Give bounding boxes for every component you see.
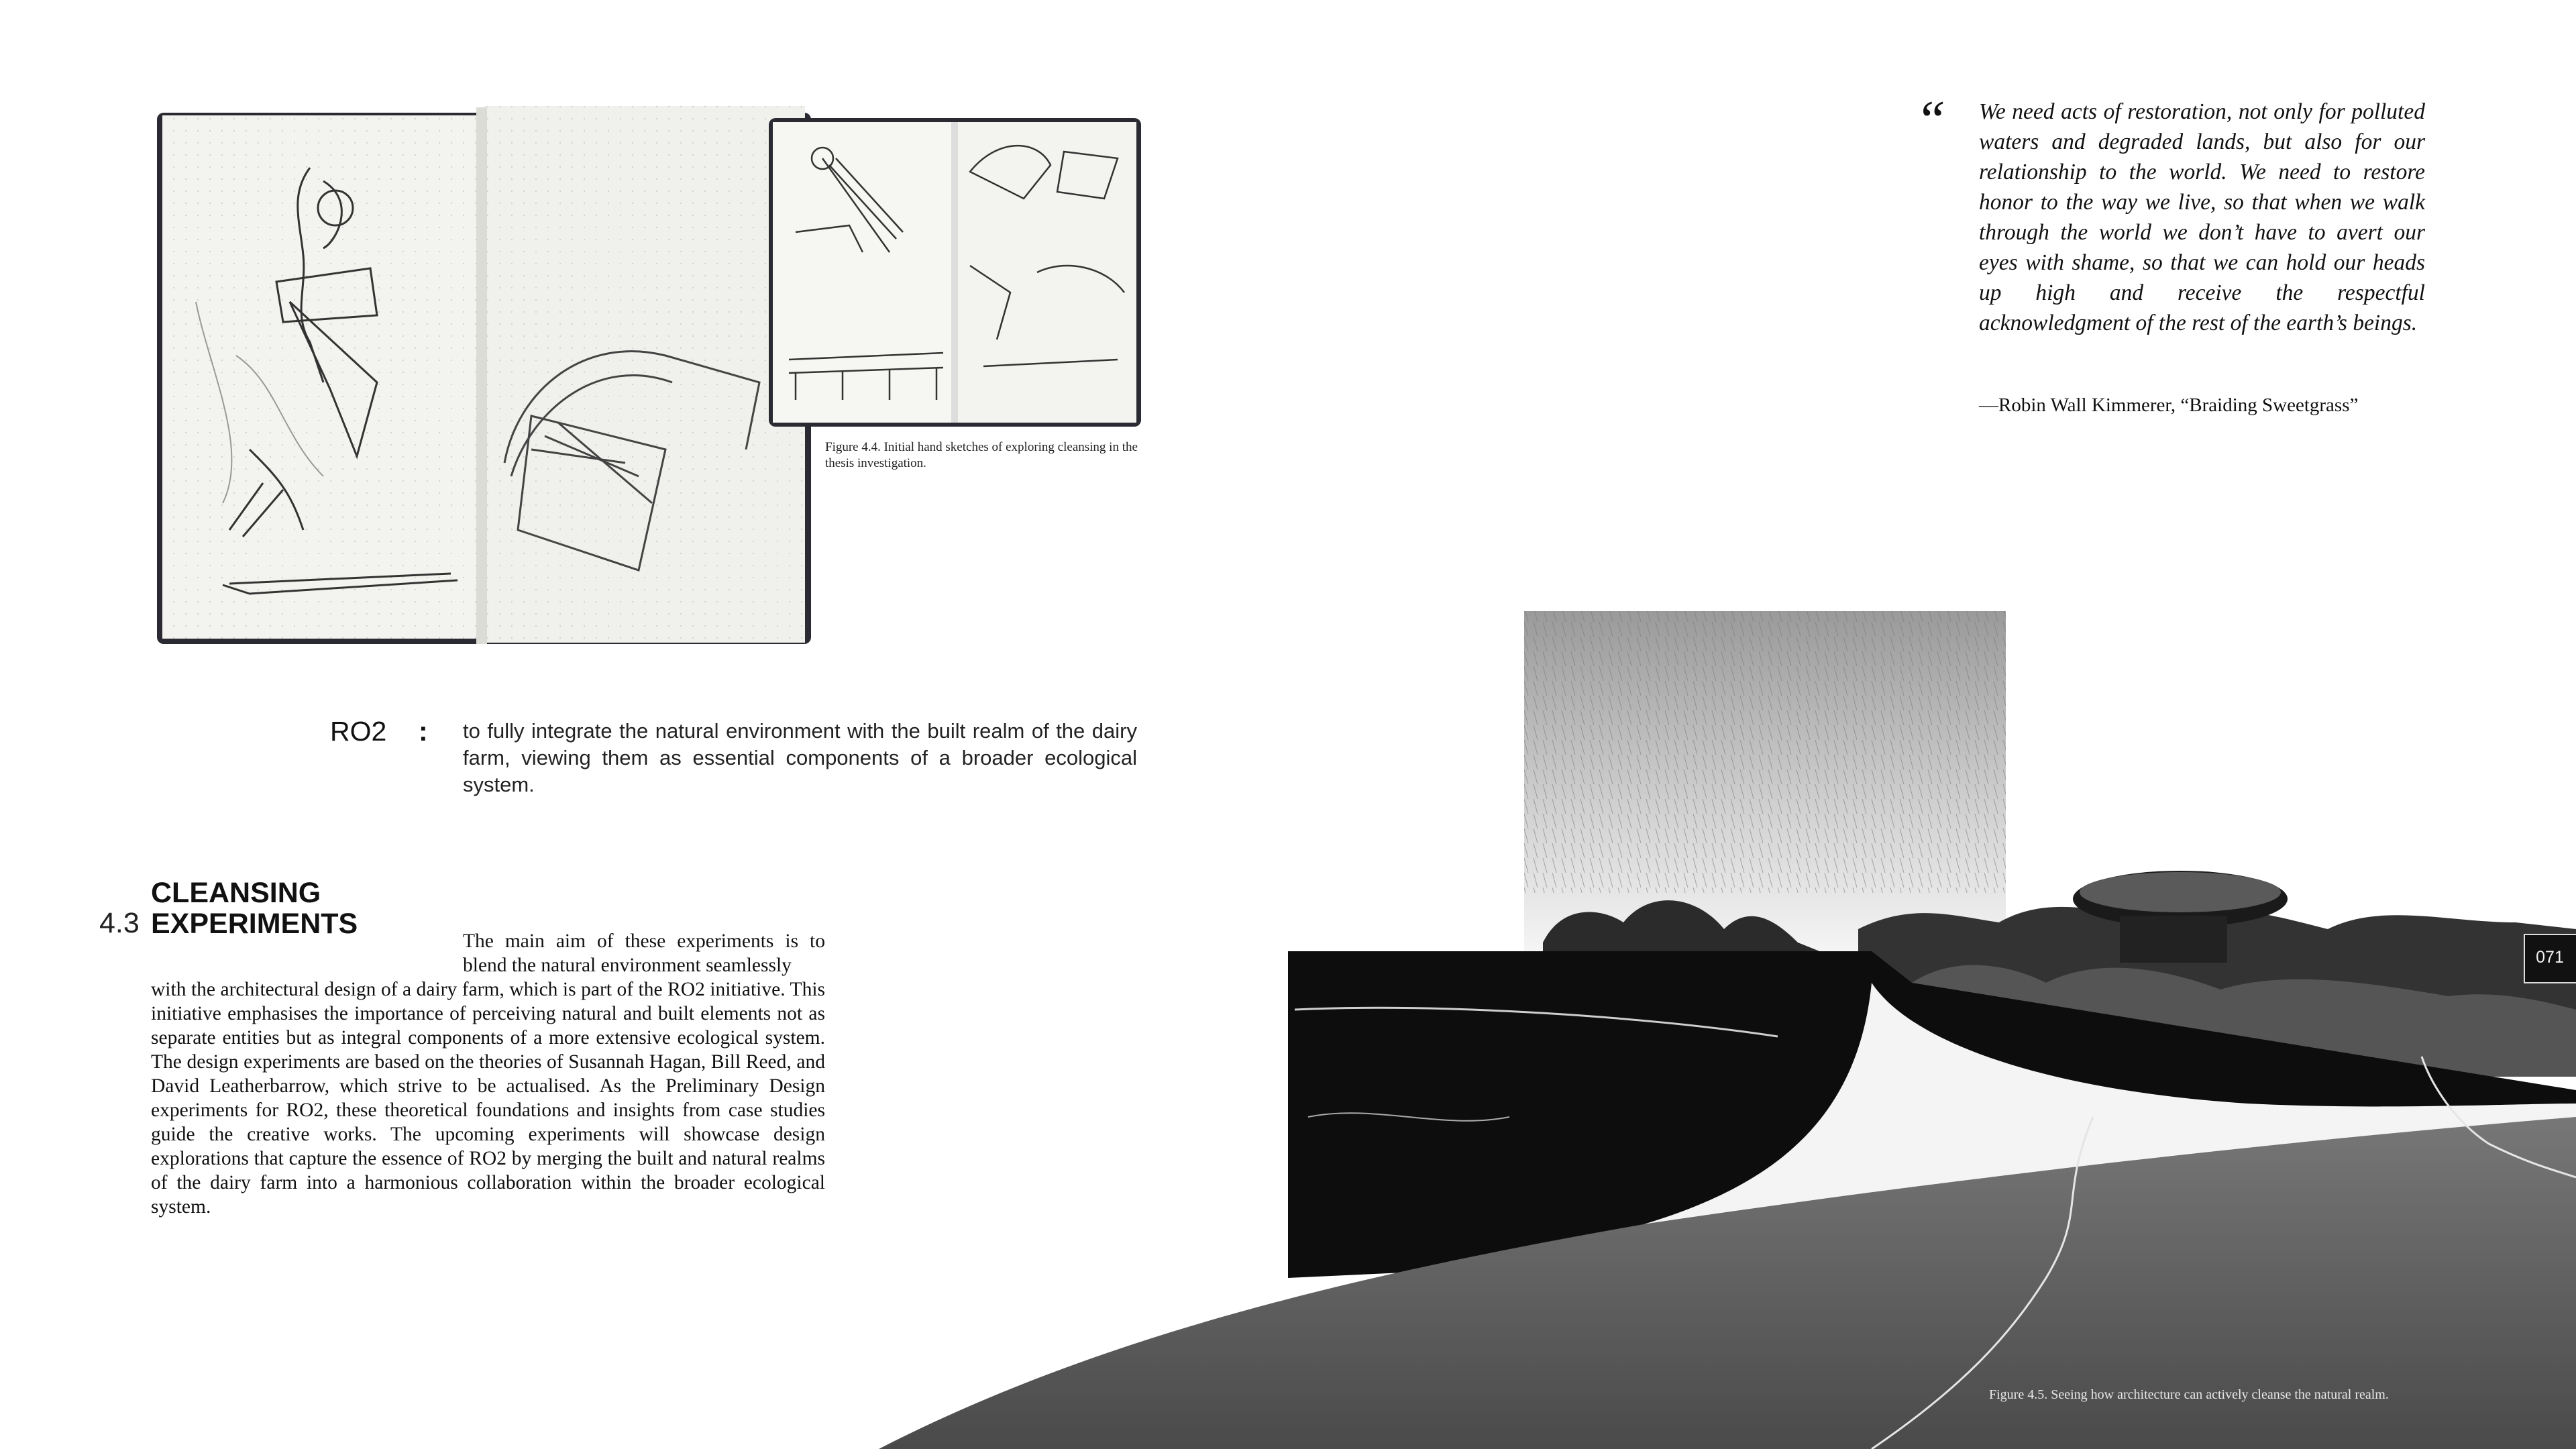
research-objective-text: to fully integrate the natural environment with the built realm of the dairy farm, viewing them as essential components of a broader ecological system. bbox=[463, 719, 1137, 796]
body-paragraph: with the architectural design of a dairy farm, which is part of the RO2 initiative. This initiative emphasises the importance of perceiving natural and built elements not as separate entities but as integral components of a more extensive ecological system. The design experiments are based on the theories of Susannah Hagan, Bill Reed, and David Leatherbarrow, which strive to be actualised. As the Preliminary Design experiments for RO2, these theoretical foundations and insights from case studies guide the creative works. The upcoming experiments will showcase design explorations that capture the essence of RO2 by merging the built and natural realms of the dairy farm into a harmonious collaboration within the broader ecological system. bbox=[151, 979, 825, 1218]
figure-4-5-caption: Figure 4.5. Seeing how architecture can actively cleanse the natural realm. bbox=[1989, 1387, 2389, 1402]
landscape-collage-image bbox=[771, 607, 2576, 1449]
page-number: 071 bbox=[2536, 948, 2564, 967]
section-title: CLEANSING EXPERIMENTS bbox=[151, 877, 358, 940]
quote-mark: “ bbox=[1915, 89, 1946, 150]
figure-4-4-caption: Figure 4.4. Initial hand sketches of exploring cleansing in the thesis investigation. bbox=[825, 440, 1138, 470]
quote-text: We need acts of restoration, not only for polluted waters and degraded lands, but also for our relationship to the world. We need to restore honor to the way we live, so that when we walk through the world we don’t have to avert our eyes with shame, so that we can hold our heads up high and receive the respectful acknowledgment of the rest of the earth’s beings. bbox=[1979, 99, 2425, 335]
quote-attribution: —Robin Wall Kimmerer, “Braiding Sweetgrass” bbox=[1979, 394, 2359, 416]
body-lead-paragraph: The main aim of these experiments is to blend the natural environment seamlessly bbox=[463, 930, 825, 976]
sketch-inset-image bbox=[769, 118, 1141, 427]
sketchbook-image bbox=[156, 101, 813, 647]
research-objective-code: RO2 bbox=[330, 716, 387, 747]
section-number: 4.3 bbox=[99, 907, 140, 939]
research-objective-colon: : bbox=[419, 716, 428, 747]
